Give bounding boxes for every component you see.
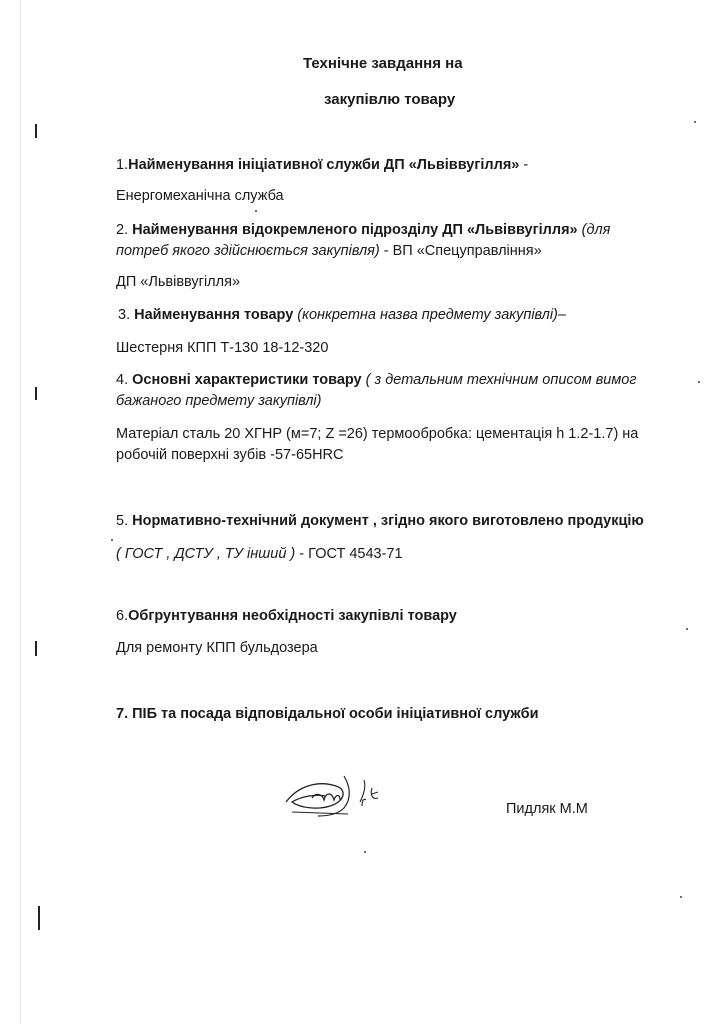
scan-mark: [35, 387, 37, 400]
signer-name: Пидляк М.М: [506, 801, 588, 817]
section-4-number: 4.: [116, 372, 133, 388]
section-1-label: Найменування ініціативної служби ДП «Львіввугілля»: [128, 157, 520, 173]
section-2-heading: [116, 221, 610, 239]
section-5-value: - ГОСТ 4543-71: [295, 546, 403, 562]
scan-dot: [698, 381, 700, 383]
section-4-note-b: бажаного предмету закупівлі): [116, 393, 322, 409]
section-3-heading: [118, 306, 566, 324]
scan-dot: [255, 210, 257, 212]
section-4-heading: [116, 371, 636, 389]
section-2-label: Найменування відокремленого підрозділу ДП «Львіввугілля»: [132, 222, 578, 238]
scan-mark: [35, 124, 37, 138]
handwritten-signature: [278, 772, 390, 822]
scan-dot: [686, 628, 688, 630]
scan-dot: [680, 896, 682, 898]
scan-dot: [364, 851, 366, 853]
section-4-label: Основні характеристики товару: [132, 372, 362, 388]
scan-edge: [20, 0, 21, 1024]
section-5-line-2: [116, 545, 403, 563]
section-1-heading: [116, 156, 528, 174]
section-6-heading: [116, 607, 457, 625]
section-6-label: Обгрунтування необхідності закупівлі товару: [128, 608, 457, 624]
section-4-value-a: Матеріал сталь 20 ХГНР (м=7; Z =26) термообробка: цементація h 1.2-1.7) на: [116, 426, 639, 442]
section-2-value-a: - ВП «Спецуправління»: [379, 243, 542, 259]
scan-dot: [111, 539, 113, 541]
section-2-note-a: (для: [577, 222, 611, 238]
section-5-label: Нормативно-технічний документ , згідно якого виготовлено продукцію: [132, 513, 644, 529]
title-line-1: Технічне завдання на: [303, 55, 463, 72]
section-2-value-b: ДП «Львіввугілля»: [116, 274, 241, 290]
section-4-value-b: робочій поверхні зубів -57-65HRC: [116, 447, 344, 463]
section-3-dash: –: [557, 307, 566, 323]
section-2-note-b: потреб якого здійснюється закупівля): [116, 243, 380, 259]
section-5-number: 5.: [116, 513, 133, 529]
section-3-note: (конкретна назва предмету закупівлі): [293, 307, 558, 323]
title-line-2: закупівлю товару: [324, 91, 456, 108]
section-4-note-a: ( з детальним технічним описом вимог: [361, 372, 637, 388]
scan-mark: [35, 641, 37, 656]
scan-dot: [694, 121, 696, 123]
section-3-number: 3.: [118, 307, 135, 323]
scan-mark: [38, 906, 40, 930]
section-5-heading: [116, 512, 644, 530]
section-7-heading: 7. ПІБ та посада відповідальної особи ініціативної служби: [116, 706, 539, 722]
section-1-value: Енергомеханічна служба: [116, 188, 284, 204]
section-3-label: Найменування товару: [134, 307, 294, 323]
section-5-note: ( ГОСТ , ДСТУ , ТУ інший ): [116, 546, 296, 562]
section-6-value: Для ремонту КПП бульдозера: [116, 640, 318, 656]
section-2-number: 2.: [116, 222, 133, 238]
section-1-number: 1.: [116, 157, 129, 173]
section-6-number: 6.: [116, 608, 129, 624]
section-2-line-2: [116, 242, 542, 260]
section-3-value: Шестерня КПП Т-130 18-12-320: [116, 340, 329, 356]
section-1-dash: -: [519, 157, 529, 173]
